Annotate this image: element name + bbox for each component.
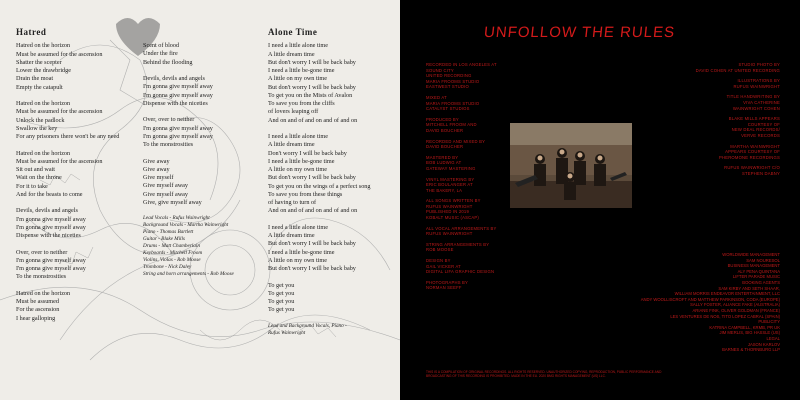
credit-line: BLAKE MILLS APPEARS	[728, 116, 780, 122]
credits-business-column	[500, 252, 780, 353]
lyric-line: I need a little alone time	[268, 133, 328, 140]
credit-block	[426, 155, 521, 172]
lyric-stanza	[268, 42, 393, 125]
lyric-stanza	[143, 116, 258, 149]
lyric-line: To get you	[268, 306, 295, 314]
lyric-line: I'm gonna give myself away	[16, 256, 86, 264]
lyric-line: I need a little be-gone time	[268, 67, 335, 74]
lyric-line: A little on my own time	[268, 75, 327, 83]
lyric-stanza	[143, 42, 258, 67]
lyric-line: To get you	[268, 281, 295, 289]
credit-line: ALY PENA QUINTANA	[737, 268, 780, 274]
lyric-line: Drain the moat	[16, 75, 54, 83]
credit-line: MARIA FROOMS STUDIO	[426, 78, 480, 84]
lyrics-column-hatred	[16, 28, 136, 331]
credit-line: WILLIAM MORRIS ENDEAVOR ENTERTAINMENT, LLC	[674, 291, 780, 297]
credit-line: BARNES & THORNBURG LLP	[722, 347, 780, 353]
credit-line: SAM NOURESOL	[746, 257, 780, 263]
credit-block	[426, 177, 521, 194]
lyric-line: Dispense with the niceties	[16, 232, 81, 239]
lyric-line: To get you on the Mists of Avalon	[268, 91, 353, 99]
lyric-line: Must be assumed for the ascension	[16, 50, 103, 58]
credit-line: Drums - Matt Chamberlain	[143, 243, 200, 250]
lyric-line: But don't worry I will be back baby	[268, 58, 356, 66]
credit-line: ALL SONGS WRITTEN BY	[426, 198, 481, 204]
lyric-line: To the monstrosities	[16, 273, 67, 281]
lyric-line: Give, give myself away	[143, 198, 202, 206]
lyric-line: I'm gonna give myself away	[143, 91, 213, 99]
lyric-line: Over, over to neither	[143, 116, 195, 124]
lyric-line: To get you	[268, 289, 295, 297]
lyric-line: I need a little alone time	[268, 223, 328, 231]
lyric-line: But don't worry I will be back baby	[268, 83, 356, 91]
credit-line: MITCHELL FROOM AND	[426, 122, 477, 128]
song-title: Alone Time	[268, 27, 318, 37]
credit-line: SALLY FOSTER, ALIANCE FAKE (AUSTRALIA)	[690, 302, 780, 308]
credit-block	[500, 336, 780, 353]
credit-line: MARIA FROOMS STUDIO	[426, 100, 480, 106]
credit-block	[426, 95, 521, 112]
lyric-line: Unlock the padlock	[16, 116, 65, 124]
credit-block	[426, 117, 521, 134]
lyric-line: I need a little alone time	[268, 42, 328, 50]
lyric-line: Devils, devils and angels	[143, 75, 205, 82]
song-credits	[143, 215, 258, 278]
credit-block	[640, 94, 780, 111]
credit-line: MARTHA WAINWRIGHT	[730, 143, 780, 149]
credit-line: JASON KARLOV	[747, 341, 780, 347]
lyric-stanza	[16, 207, 136, 240]
credit-line: Piano - Thomas Bartlett	[143, 229, 194, 236]
credit-block	[426, 139, 521, 150]
credit-line: SOUND CITY	[426, 67, 454, 73]
credit-line: LIFTER PARADE MUSIC	[732, 274, 780, 280]
credit-block	[640, 165, 780, 176]
credit-line: RUFUS WAINWRIGHT	[426, 231, 473, 237]
lyric-line: Devils, devils and angels	[16, 207, 78, 215]
lyric-stanza	[16, 249, 136, 282]
credit-line: LEGAL	[766, 335, 780, 341]
credit-block	[640, 144, 780, 161]
credit-line: RUFUS WAINWRIGHT C/O	[724, 165, 780, 171]
credit-line: Rufus Wainwright	[268, 329, 306, 336]
credit-line: ARIANE FINK, OLIVER GOLDMAN (FRANCE)	[692, 307, 780, 313]
lyric-line: Give away	[143, 165, 170, 173]
lyric-line: I need a little be-gone time	[268, 157, 335, 165]
credit-line: BOB LUDWIG AT	[426, 160, 462, 166]
credit-line: KATRINA CAMPBELL, KRMB, PR UK	[709, 324, 780, 330]
lyric-line: And on and of and on and of and on	[268, 207, 358, 215]
lyric-line: Give myself away	[143, 182, 189, 190]
credit-line: ANDY WOOLLISCROFT AND MATTHEW PARKINSON, CODA (EUROPE)	[640, 296, 780, 302]
lyric-line: Hatred on the horizon	[16, 289, 71, 297]
credit-line: SAM KIRBY AND SETH SHAAR,	[718, 285, 780, 291]
credit-line: String and horn arrangements - Rob Moose	[143, 271, 234, 278]
lyric-line: Lower the drawbridge	[16, 67, 71, 74]
lyric-line: Give away	[143, 157, 170, 165]
credit-line: Keyboards - Mitchell Froom	[143, 250, 203, 257]
credit-line: PHEROMONE RECORDINGS	[718, 154, 780, 160]
credit-line: PHOTOGRAPHS BY	[426, 279, 469, 285]
credit-line: VIVA CATHERINE	[743, 99, 780, 105]
lyric-line: To save you from these things	[268, 190, 343, 198]
credit-line: RECORDED IN LOS ANGELES AT	[426, 62, 497, 67]
lyric-line: A little dream time	[268, 232, 315, 239]
credit-line: COURTESY OF	[747, 121, 780, 127]
credit-line: DAVID BOUCHER	[426, 127, 464, 133]
lyric-line: of lovers leaping off	[268, 108, 319, 116]
lyric-line: But don't worry I will be back baby	[268, 240, 356, 248]
credits-right-column	[640, 62, 780, 182]
credit-line: Violins, Violas - Rob Moose	[143, 257, 201, 264]
lyric-line: To get you	[268, 298, 295, 305]
credit-block	[500, 252, 780, 280]
lyric-line: A little dream time	[268, 141, 315, 149]
credit-line: UNITED RECORDING	[426, 73, 472, 79]
lyric-stanza	[16, 290, 136, 323]
credit-line: ILLUSTRATIONS BY	[737, 78, 780, 84]
lyric-line: I'm gonna give myself away	[16, 215, 86, 223]
lyric-line: To get you on the wings of a perfect song	[268, 182, 371, 190]
credit-line: Trombone - Nick Daley	[143, 264, 192, 271]
credit-line: STUDIO PHOTO BY	[738, 62, 780, 67]
lyric-line: A little dream time	[268, 50, 315, 58]
credit-line: LES VENTURES DE NOS, TITO LOPEZ CABRAL (SPAIN)	[670, 313, 780, 319]
credit-line: Guitar - Blake Mills	[143, 236, 185, 243]
song-credits	[268, 323, 393, 337]
credit-line: KOBALT MUSIC (ASCAP)	[426, 215, 479, 221]
lyric-line: Hatred on the horizon	[16, 149, 71, 157]
lyrics-column-hatred-continued	[143, 28, 258, 278]
credit-line: PUBLISHED IN 2019	[426, 209, 469, 215]
credit-line: JIM MERLIS, BIG HASSLE (US)	[719, 330, 780, 336]
credit-line: GAIL VICKER AT	[426, 263, 461, 269]
lyric-stanza	[268, 282, 393, 315]
lyric-line: To save you from the cliffs	[268, 100, 335, 107]
credit-line: CATALYST STUDIOS	[426, 106, 470, 112]
credit-line: ROB MOOSE	[426, 247, 454, 253]
credit-line: EASTWEST STUDIO	[426, 84, 469, 90]
lyric-line: Swallow the key	[16, 124, 58, 132]
credit-block	[640, 78, 780, 89]
lyric-line: I hear galloping	[16, 314, 56, 322]
credit-line: WORLDWIDE MANAGEMENT	[722, 252, 780, 257]
credit-block	[640, 62, 780, 73]
credit-line: BOOKING AGENTS	[742, 279, 780, 285]
fine-print: THIS IS A COMPILATION OF ORIGINAL RECORDINGS. ALL RIGHTS RESERVED. UNAUTHORIZED COPYING, REPRODUCTION, PUBLIC PERFORMANCE AND BROADCASTING OF THIS RECORDING IS PROHIBITED. MADE IN THE EU. 2020 BMG RIGHTS MANAGEMENT (US) LLC.	[426, 370, 662, 379]
lyric-stanza	[143, 158, 258, 208]
lyric-stanza	[16, 42, 136, 92]
lyric-line: For the ascension	[16, 306, 60, 314]
lyric-line: I'm gonna give myself away	[143, 83, 213, 91]
credit-block	[426, 198, 521, 220]
lyric-line: For it to take	[16, 182, 48, 190]
lyric-stanza	[16, 150, 136, 200]
lyric-line: I'm gonna give myself away	[143, 124, 213, 132]
credit-line: DESIGN BY	[426, 258, 451, 264]
credit-block	[426, 226, 521, 237]
credit-line: STRING ARRANGEMENTS BY	[426, 241, 490, 247]
lyric-line: Must be assumed for the ascension	[16, 108, 103, 116]
credit-line: NORMAN SEEFF	[426, 285, 462, 291]
lyric-line: Hatred on the horizon	[16, 42, 71, 50]
lyric-stanza	[16, 100, 136, 141]
lyric-line: Give myself away	[143, 190, 189, 198]
lyric-line: Dispense with the niceties	[143, 99, 208, 107]
credit-line: ALL VOCAL ARRANGEMENTS BY	[426, 225, 497, 231]
credit-line: MIXED AT	[426, 94, 447, 100]
lyric-line: But don't worry I will be back baby	[268, 174, 356, 182]
credit-line: BUSINESS MANAGEMENT	[727, 263, 780, 269]
lyric-line: A little on my own time	[268, 166, 327, 173]
lyric-line: And on and of and on and of and on	[268, 116, 358, 124]
credit-line: RUFUS WAINWRIGHT	[426, 203, 473, 209]
studio-group-photo	[510, 123, 632, 208]
credit-block	[426, 62, 521, 90]
lyric-line: I'm gonna give myself away	[16, 223, 86, 231]
credit-line: VINYL MASTERING BY	[426, 176, 475, 182]
lyric-line: I'm gonna give myself away	[143, 132, 213, 140]
credit-line: THE BAKERY, LA	[426, 187, 463, 193]
credit-block	[500, 319, 780, 336]
album-title-handwriting: UNFOLLOW THE RULES	[483, 24, 676, 41]
credit-line: Lead Vocals - Rufus Wainwright	[143, 215, 210, 222]
lyric-line: Under the fire	[143, 50, 178, 58]
credit-line: PRODUCED BY	[426, 116, 459, 122]
credit-line: Lead and Background Vocals, Piano -	[268, 322, 347, 329]
credit-line: PUBLICITY	[758, 319, 780, 325]
lyric-line: Over, over to neither	[16, 248, 68, 256]
lyric-stanza	[143, 75, 258, 108]
lyric-line: But don't worry I will be back baby	[268, 265, 356, 272]
lyric-stanza	[268, 224, 393, 274]
lyric-line: Wait on the throne	[16, 174, 62, 182]
song-title: Hatred	[16, 27, 47, 37]
lyric-line: I'm gonna give myself away	[16, 265, 86, 272]
lyric-line: Give myself	[143, 174, 174, 181]
lyrics-column-alone-time	[268, 28, 393, 337]
lyric-line: For any prisoners there won't be any need	[16, 133, 120, 140]
lyric-stanza	[268, 133, 393, 216]
credit-line: Background Vocals - Martha Wainwright	[143, 222, 229, 229]
lyric-line: Sit out and wait	[16, 166, 56, 173]
credit-line: VERVE RECORDS	[741, 132, 780, 138]
credit-line: ERIC BOULANGER AT	[426, 182, 473, 188]
credit-line: RECORDED AND MIXED BY	[426, 138, 486, 144]
credit-line: NEW DEAL RECORDS/	[731, 127, 780, 133]
credit-block	[500, 280, 780, 319]
credit-line: DAVID COHEN AT UNITED RECORDING	[695, 67, 780, 73]
lyric-line: Must be assumed for the ascension	[16, 157, 103, 165]
credit-line: GATEWAY MASTERING	[426, 165, 476, 171]
credit-line: RUFUS WAINWRIGHT	[733, 83, 780, 89]
lyric-line: Shatter the scepter	[16, 58, 62, 66]
lyric-line: A little on my own time	[268, 256, 327, 264]
lyric-line: of having to turn of	[268, 199, 317, 206]
lyric-line: And for the beasts to come	[16, 190, 83, 198]
credit-block	[640, 116, 780, 138]
credit-line: APPEARS COURTESY OF	[725, 149, 780, 155]
lyric-line: Don't worry I will be back baby	[268, 149, 347, 157]
credit-line: DAVID BOUCHER	[426, 144, 464, 150]
lyric-line: Behind the flooding	[143, 58, 193, 66]
credit-line: TITLE HANDWRITING BY	[726, 94, 780, 100]
lyric-line: Empty the catapult	[16, 83, 63, 91]
lyric-line: Must be assumed	[16, 298, 59, 305]
lyric-line: Scent of blood	[143, 42, 180, 49]
credit-line: STEPHEN DABNY	[742, 170, 780, 176]
credit-line: DIGITAL LIFA GRAPHIC DESIGN	[426, 269, 495, 275]
credit-line: WAINWRIGHT COHEN	[732, 105, 780, 111]
lyric-line: Hatred on the horizon	[16, 100, 71, 107]
lyric-line: To the monstrosities	[143, 141, 194, 148]
credit-line: MASTERED BY	[426, 154, 459, 160]
lyric-line: I need a little be-gone time	[268, 248, 335, 256]
